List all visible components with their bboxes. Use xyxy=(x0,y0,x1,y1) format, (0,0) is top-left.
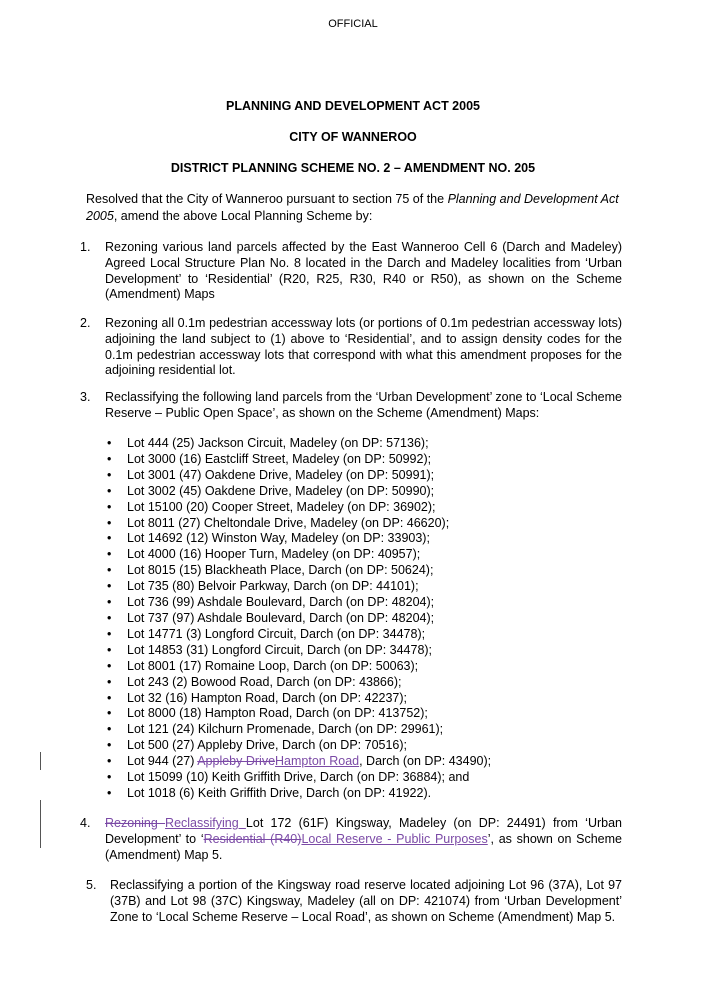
list-item: • Lot 14771 (3) Longford Circuit, Darch (on DP: 34478); xyxy=(105,627,491,643)
item-number: 5. xyxy=(86,878,97,892)
list-item: • Lot 737 (97) Ashdale Boulevard, Darch (on DP: 48204); xyxy=(105,611,491,627)
lot-list xyxy=(105,436,491,802)
item-text: Reclassifying a portion of the Kingsway road reserve located adjoining Lot 96 (37A), Lot 97 (37B) and Lot 98 (37C) Kingsway, Madeley (all on DP: 421074) from ‘Urban Development’ Zone to ‘Local Scheme Reserve – Local Road’, as shown on Scheme (Amendment) Map 5. xyxy=(110,878,622,924)
item-number: 3. xyxy=(80,390,91,404)
list-item: • Lot 8000 (18) Hampton Road, Darch (on DP: 413752); xyxy=(105,706,491,722)
tracked-deletion: Appleby Drive xyxy=(197,754,276,769)
tracked-deletion: Residential (R40) xyxy=(203,831,302,846)
lot-suffix: , Darch (on DP: 43490); xyxy=(359,754,492,769)
tracked-insertion: Hampton Road xyxy=(275,754,360,769)
list-item: • Lot 243 (2) Bowood Road, Darch (on DP: 43866); xyxy=(105,675,491,691)
list-item: • Lot 1018 (6) Keith Griffith Drive, Darch (on DP: 41922). xyxy=(105,786,491,802)
scheme-title: DISTRICT PLANNING SCHEME NO. 2 – AMENDMENT NO. 205 xyxy=(170,161,536,175)
item-text: Rezoning all 0.1m pedestrian accessway lots (or portions of 0.1m pedestrian accessway lots) adjoining the land subject to (1) above to ‘Residential’, and to assign density codes for the 0.1m pedestrian accessway lots that correspond with what this amendment proposes for the adjoining residential lot. xyxy=(105,316,622,378)
list-item: • Lot 15099 (10) Keith Griffith Drive, Darch (on DP: 36884); and xyxy=(105,770,491,786)
tracked-deletion: Rezoning xyxy=(105,816,166,830)
list-item: • Lot 8011 (27) Cheltondale Drive, Madeley (on DP: 46620); xyxy=(105,516,491,532)
list-item: • Lot 736 (99) Ashdale Boulevard, Darch (on DP: 48204); xyxy=(105,595,491,611)
lot-prefix: Lot 944 (27) xyxy=(127,754,198,769)
list-item: • Lot 444 (25) Jackson Circuit, Madeley (on DP: 57136); xyxy=(105,436,491,452)
item-text-part: ’, as shown on Scheme (Amendment) Map 5. xyxy=(105,831,622,862)
intro-text-end: , amend the above Local Planning Scheme by: xyxy=(113,209,373,223)
change-bar xyxy=(40,800,41,848)
list-item: • Lot 32 (16) Hampton Road, Darch (on DP: 42237); xyxy=(105,691,491,707)
list-item: • Lot 8015 (15) Blackheath Place, Darch (on DP: 50624); xyxy=(105,563,491,579)
tracked-insertion: Reclassifying xyxy=(165,816,246,830)
item-number: 2. xyxy=(80,316,91,330)
intro-paragraph xyxy=(86,191,626,225)
list-item: • Lot 4000 (16) Hooper Turn, Madeley (on DP: 40957); xyxy=(105,547,491,563)
intro-text: Resolved that the City of Wanneroo pursuant to section 75 of the xyxy=(86,192,448,206)
change-bar xyxy=(40,752,41,770)
list-item: • Lot 500 (27) Appleby Drive, Darch (on DP: 70516); xyxy=(105,738,491,754)
list-item: • Lot 8001 (17) Romaine Loop, Darch (on DP: 50063); xyxy=(105,659,491,675)
list-item: • Lot 14692 (12) Winston Way, Madeley (on DP: 33903); xyxy=(105,531,491,547)
tracked-insertion: Local Reserve - Public Purposes xyxy=(301,831,488,846)
list-item-lot-944 xyxy=(105,754,491,770)
act-name-italic: Planning and Development Act 2005 xyxy=(86,192,619,223)
list-item: • Lot 14853 (31) Longford Circuit, Darch (on DP: 34478); xyxy=(105,643,491,659)
item-text: Rezoning various land parcels affected by the East Wanneroo Cell 6 (Darch and Madeley) Agreed Local Structure Plan No. 8 located in the Darch and Madeley localities from ‘Urban Development’ to ‘Residential’ (R20, R25, R30, R40 or R50), as shown on the Scheme (Amendment) Maps xyxy=(105,240,622,302)
act-title: PLANNING AND DEVELOPMENT ACT 2005 xyxy=(226,99,480,113)
item-text: Reclassifying the following land parcels from the ‘Urban Development’ zone to ‘Local Scheme Reserve – Public Open Space’, as shown on the Scheme (Amendment) Maps: xyxy=(105,390,622,420)
item-number: 1. xyxy=(80,240,91,254)
list-item: • Lot 3001 (47) Oakdene Drive, Madeley (on DP: 50991); xyxy=(105,468,491,484)
list-item: • Lot 15100 (20) Cooper Street, Madeley (on DP: 36902); xyxy=(105,500,491,516)
item-text xyxy=(105,816,622,863)
classification-label: OFFICIAL xyxy=(328,18,378,30)
item-text-part: Lot 172 (61F) Kingsway, Madeley (on DP: 24491) from ‘Urban Development’ to ‘ xyxy=(105,816,622,846)
list-item: • Lot 735 (80) Belvoir Parkway, Darch (on DP: 44101); xyxy=(105,579,491,595)
list-item: • Lot 3002 (45) Oakdene Drive, Madeley (on DP: 50990); xyxy=(105,484,491,500)
list-item: • Lot 3000 (16) Eastcliff Street, Madeley (on DP: 50992); xyxy=(105,452,491,468)
city-title: CITY OF WANNEROO xyxy=(289,130,417,144)
list-item: • Lot 121 (24) Kilchurn Promenade, Darch (on DP: 29961); xyxy=(105,722,491,738)
item-number: 4. xyxy=(80,816,91,830)
